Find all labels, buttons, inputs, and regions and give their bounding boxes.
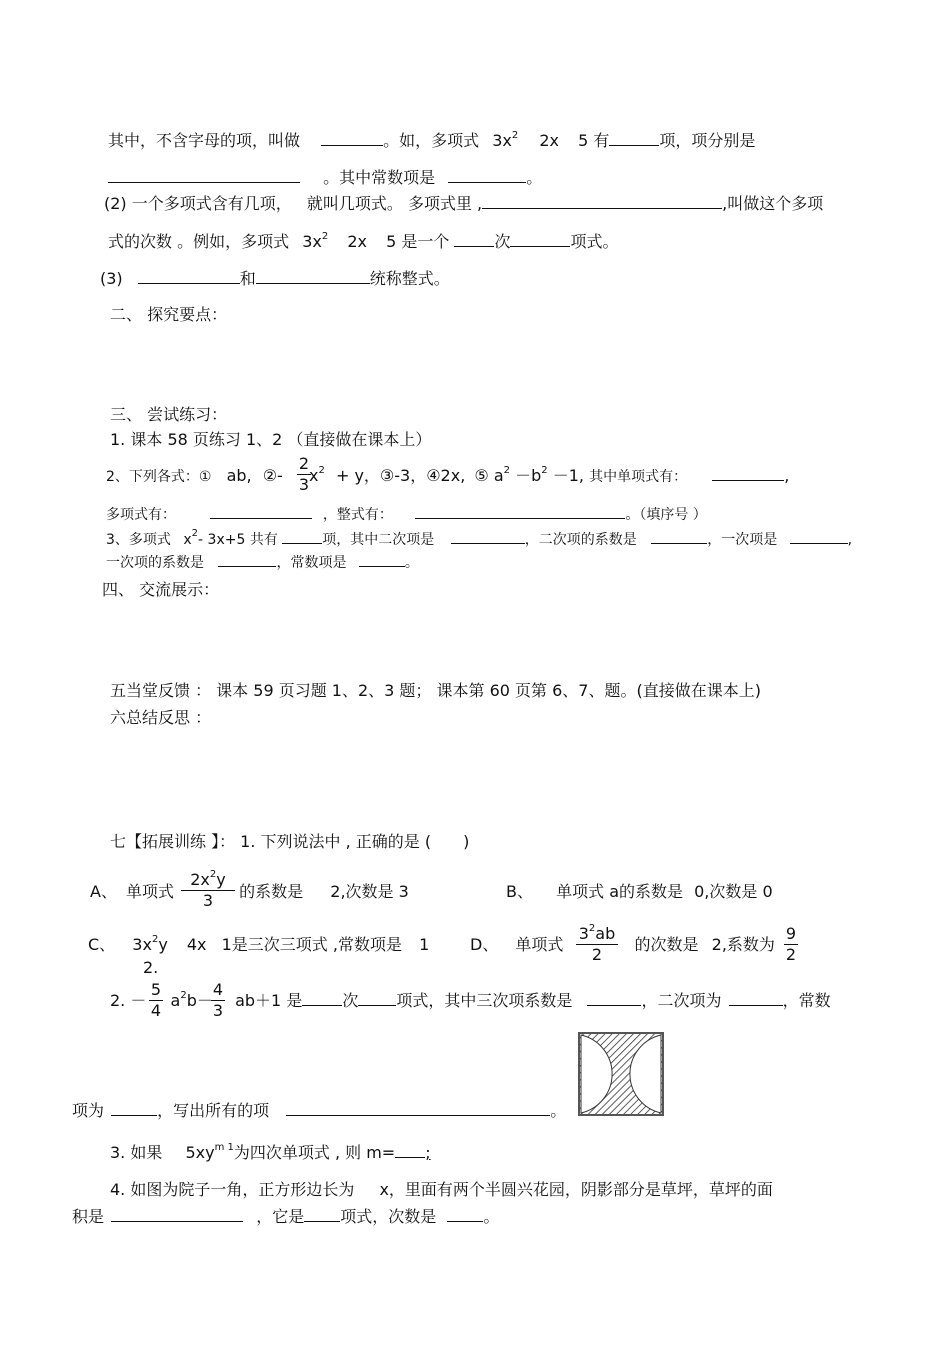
blank	[790, 542, 848, 544]
text: 单项式	[515, 935, 564, 954]
courtyard-figure	[578, 1032, 664, 1116]
blank	[448, 181, 526, 183]
text-line: 七【拓展训练 】： 1. 下列说法中 , 正确的是 ( )	[110, 832, 470, 851]
text: ，二次项为	[641, 991, 722, 1010]
text: 多项式有：	[106, 507, 176, 523]
text: ,	[847, 532, 853, 548]
text: 的次数是	[634, 935, 699, 954]
blank	[358, 1004, 396, 1006]
text: 1	[419, 935, 430, 954]
numerator: 4	[212, 980, 224, 999]
fraction	[784, 926, 798, 963]
text: (3)	[100, 269, 123, 288]
text: 3x	[492, 131, 512, 150]
text: 项式。	[570, 232, 619, 251]
blank	[651, 542, 707, 544]
text: ，常数项是	[276, 555, 347, 571]
blank	[454, 245, 494, 247]
question-4	[110, 1182, 773, 1198]
text: ，二次项的系数是	[524, 532, 637, 548]
text-line: 1. 课本 58 页练习 1、2 （直接做在课本上）	[110, 430, 432, 449]
blank	[729, 1004, 783, 1006]
text: b－	[186, 991, 213, 1010]
text: x	[309, 466, 319, 485]
text: 4x	[186, 935, 207, 954]
blank	[111, 1114, 157, 1116]
denominator: 2	[591, 945, 603, 964]
text-line-2	[108, 170, 542, 186]
superscript: 2	[318, 465, 325, 476]
blank	[587, 1004, 641, 1006]
text: 5 是一个	[386, 232, 450, 251]
option-c	[88, 934, 430, 954]
blank	[302, 1004, 342, 1006]
text: 。其中常数项是	[323, 168, 436, 187]
text: 4. 如图为院子一角，正方形边长为	[110, 1180, 355, 1199]
blank	[609, 144, 659, 146]
text: (2) 一个多项式含有几项，	[104, 194, 292, 213]
text: y	[158, 935, 168, 954]
text-line	[106, 465, 790, 485]
text: ,叫做这个多项	[722, 194, 824, 213]
numerator: 9	[785, 924, 797, 943]
blank	[712, 479, 784, 481]
superscript: 2	[503, 465, 510, 476]
text: 3x	[302, 232, 322, 251]
text: 2.	[143, 958, 159, 977]
superscript: 2	[511, 130, 519, 141]
question-3	[110, 1142, 431, 1162]
text: 5xy	[185, 1143, 215, 1162]
text: ab＋1 是	[235, 991, 303, 1010]
text: 3	[578, 924, 589, 943]
text-line	[72, 1103, 566, 1119]
text: 2,系数为	[711, 935, 775, 954]
text: 和	[239, 269, 256, 288]
text: ,	[784, 466, 790, 485]
text: 的系数是	[239, 882, 304, 901]
blank	[138, 282, 240, 284]
option-label: C、	[88, 935, 116, 954]
text: ，常数	[782, 991, 831, 1010]
text: y	[216, 870, 226, 889]
section-heading: 三、 尝试练习：	[110, 405, 228, 424]
text: 2x	[190, 870, 210, 889]
blank	[286, 1114, 550, 1116]
fraction	[149, 982, 163, 1019]
section-heading: 二、 探究要点：	[110, 305, 228, 324]
superscript: 2	[191, 528, 199, 539]
blank	[415, 517, 625, 519]
blank	[210, 517, 312, 519]
text: 1是三次三项式 ,常数项是	[221, 935, 402, 954]
text: 一次项的系数是	[106, 555, 204, 571]
blank	[482, 207, 722, 209]
text: 。（填序号 ）	[625, 507, 707, 523]
text: 3、多项式	[106, 532, 171, 548]
text: 3. 如果	[110, 1143, 163, 1162]
text-line	[106, 508, 707, 522]
blank	[256, 282, 370, 284]
text: 2x	[539, 131, 559, 150]
text: 。	[526, 168, 543, 187]
option-label: A、	[90, 882, 117, 901]
fraction	[181, 869, 235, 910]
blank	[321, 144, 383, 146]
text: 2,次数是 3	[330, 882, 409, 901]
blank	[111, 1220, 243, 1222]
text-line	[72, 1209, 499, 1225]
denominator: 3	[212, 1001, 224, 1020]
superscript: 2	[321, 231, 329, 242]
fraction	[297, 456, 311, 493]
option-label: B、	[506, 882, 533, 901]
text: x，里面有两个半圆兴花园，阴影部分是草坪，草坪的面	[379, 1180, 773, 1199]
blank	[282, 542, 322, 544]
option-d	[470, 937, 775, 953]
text-line-3	[104, 196, 823, 212]
text: 次	[494, 232, 511, 251]
option-b	[506, 884, 773, 900]
text-line-5	[100, 271, 450, 287]
text: ，写出所有的项	[157, 1101, 270, 1120]
text: 2、下列各式：①	[106, 469, 212, 485]
text: 积是	[72, 1207, 105, 1226]
text: 项为	[72, 1101, 105, 1120]
text: x	[183, 532, 192, 548]
numerator	[576, 923, 618, 943]
text: 。	[483, 1207, 500, 1226]
text: 2. －	[110, 991, 147, 1010]
text: ⑤ a	[474, 466, 504, 485]
text: 项，项分别是	[659, 131, 756, 150]
denominator: 4	[150, 1001, 162, 1020]
text: 项式，次数是	[340, 1207, 437, 1226]
text: ，它是	[256, 1207, 305, 1226]
text: 单项式	[556, 882, 605, 901]
denominator: 2	[785, 945, 797, 964]
text: ab,	[226, 466, 252, 485]
text: 2x	[347, 232, 367, 251]
denominator: 3	[298, 475, 310, 494]
section-heading: 六总结反思 ：	[110, 708, 212, 727]
superscript: 2	[180, 990, 187, 1001]
text: ，整式有：	[322, 507, 393, 523]
text-line: 五当堂反馈 ： 课本 59 页习题 1、2、3 题； 课本第 60 页第 6、7、题。(直接做在课本上)	[110, 681, 761, 700]
text: 为四次单项式 , 则 m=	[233, 1143, 396, 1162]
text: 次	[342, 991, 359, 1010]
superscript: 2	[209, 869, 217, 880]
text: - 3x+5 共有	[198, 532, 278, 548]
option-a	[90, 884, 409, 900]
text: 式的次数 。例如，多项式	[108, 232, 290, 251]
text: 单项式	[126, 882, 175, 901]
text: 项式，其中三次项系数是	[396, 991, 573, 1010]
text: + y，③-3，④2x,	[335, 466, 466, 485]
text: ，一次项是	[707, 532, 778, 548]
text-line	[106, 556, 419, 570]
text: 。	[404, 555, 419, 571]
blank	[359, 565, 405, 567]
text: 5 有	[578, 131, 610, 150]
text: 其中，不含字母的项，叫做	[108, 131, 301, 150]
text: 0,次数是 0	[694, 882, 773, 901]
blank	[218, 565, 276, 567]
text-line-4	[108, 231, 619, 251]
denominator: 3	[202, 891, 214, 910]
superscript: 2	[541, 465, 548, 476]
option-label: D、	[470, 935, 499, 954]
text: －b	[515, 466, 542, 485]
text: 就叫几项式。 多项式里 ,	[306, 194, 483, 213]
blank	[304, 1220, 340, 1222]
blank	[447, 1220, 483, 1222]
text: 其中单项式有：	[589, 469, 688, 485]
numerator	[181, 869, 235, 889]
superscript: 2	[588, 923, 596, 934]
superscript: m 1	[214, 1142, 234, 1153]
superscript: 2	[151, 934, 159, 945]
text: ab	[595, 924, 616, 943]
text: ;	[425, 1143, 431, 1162]
text: －1,	[552, 466, 585, 485]
text: ②-	[262, 466, 283, 485]
blank	[108, 181, 300, 183]
numerator: 5	[150, 980, 162, 999]
fraction	[576, 923, 618, 964]
text: 3x	[132, 935, 152, 954]
text-line	[106, 528, 853, 548]
blank	[395, 1156, 425, 1158]
fraction	[211, 982, 225, 1019]
text: 。	[550, 1101, 567, 1120]
blank	[451, 542, 525, 544]
numerator: 2	[298, 454, 310, 473]
text: 。如，多项式	[383, 131, 480, 150]
text: 统称整式。	[369, 269, 450, 288]
text: a	[170, 991, 181, 1010]
blank	[510, 245, 570, 247]
text-line-1	[108, 130, 756, 150]
text: 项，其中二次项是	[322, 532, 435, 548]
section-heading: 四、 交流展示：	[102, 580, 220, 599]
text: a的系数是	[609, 882, 683, 901]
